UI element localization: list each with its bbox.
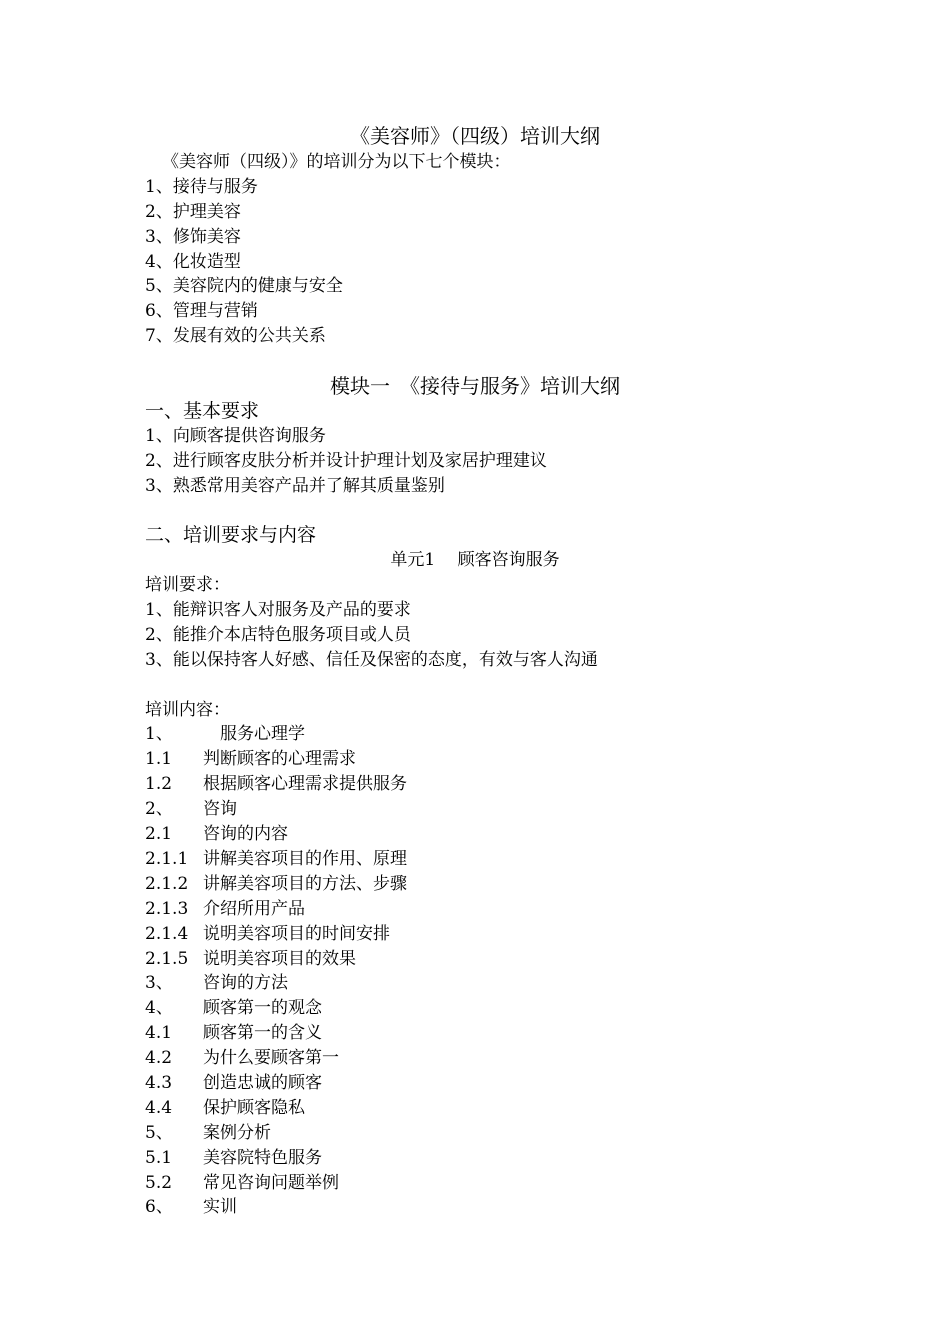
content-item — [145, 897, 805, 922]
content-item-number: 5.1 — [145, 1147, 173, 1168]
content-item-number: 2.1.1 — [145, 848, 189, 869]
document-page — [145, 122, 805, 1220]
content-item-text: 判断顾客的心理需求 — [203, 749, 356, 770]
training-req-item: 1、能辩识客人对服务及产品的要求 — [145, 600, 411, 621]
training-content-label: 培训内容： — [145, 699, 230, 720]
module-item: 4、化妆造型 — [145, 251, 241, 272]
section1-heading: 一、基本要求 — [145, 399, 260, 422]
requirement-item: 2、进行顾客皮肤分析并设计护理计划及家居护理建议 — [145, 450, 547, 471]
content-item-text: 咨询的内容 — [203, 824, 288, 845]
spacer — [145, 673, 805, 698]
content-item-number: 4.1 — [145, 1023, 173, 1044]
content-item — [145, 922, 805, 947]
content-item — [145, 822, 805, 847]
content-item-number: 2.1.5 — [145, 948, 189, 969]
content-item — [145, 772, 805, 797]
content-item-text: 保护顾客隐私 — [203, 1097, 305, 1118]
content-item-text: 实训 — [203, 1197, 237, 1218]
content-item — [145, 947, 805, 972]
content-item — [145, 847, 805, 872]
intro-text: 《美容师（四级）》的培训分为以下七个模块： — [162, 152, 511, 172]
content-item — [145, 747, 805, 772]
content-item-text: 讲解美容项目的作用、原理 — [203, 848, 407, 869]
content-item-text: 顾客第一的观念 — [203, 998, 322, 1019]
content-item — [145, 1046, 805, 1071]
content-item-number: 1、 — [145, 724, 173, 745]
content-item — [145, 1096, 805, 1121]
training-req-item: 3、能以保持客人好感、信任及保密的态度，有效与客人沟通 — [145, 649, 598, 670]
content-item-text: 案例分析 — [203, 1122, 271, 1143]
content-item — [145, 1171, 805, 1196]
content-item-number: 1.2 — [145, 774, 173, 795]
content-item-text: 讲解美容项目的方法、步骤 — [203, 873, 407, 894]
content-item-text: 创造忠诚的顾客 — [203, 1072, 322, 1093]
section2-heading: 二、培训要求与内容 — [145, 524, 317, 547]
content-item-text: 常见咨询问题举例 — [203, 1172, 339, 1193]
document-title: 《美容师》（四级）培训大纲 — [350, 124, 600, 148]
content-item-text: 咨询的方法 — [203, 973, 288, 994]
requirement-item: 3、熟悉常用美容产品并了解其质量鉴别 — [145, 475, 445, 496]
module-list — [145, 175, 805, 349]
content-item-text: 咨询 — [203, 799, 237, 820]
content-item-number: 4.4 — [145, 1097, 173, 1118]
content-item-number: 3、 — [145, 973, 173, 994]
content-item-text: 根据顾客心理需求提供服务 — [203, 774, 407, 795]
content-item-number: 2.1.4 — [145, 923, 189, 944]
content-item — [145, 722, 805, 747]
content-item — [145, 996, 805, 1021]
content-item-number: 4.3 — [145, 1072, 173, 1093]
requirement-item: 1、向顾客提供咨询服务 — [145, 425, 326, 446]
content-item — [145, 1021, 805, 1046]
content-item-number: 2.1.2 — [145, 873, 189, 894]
module-item: 3、修饰美容 — [145, 226, 241, 247]
content-item — [145, 1071, 805, 1096]
module-item: 5、美容院内的健康与安全 — [145, 276, 343, 297]
content-item-number: 2、 — [145, 799, 173, 820]
content-item-text: 顾客第一的含义 — [203, 1023, 322, 1044]
spacer — [145, 349, 805, 374]
content-item — [145, 971, 805, 996]
content-item-number: 5.2 — [145, 1172, 173, 1193]
module-item: 1、接待与服务 — [145, 176, 258, 197]
content-item-number: 2.1 — [145, 824, 173, 845]
content-item-text: 服务心理学 — [220, 724, 305, 745]
spacer — [145, 498, 805, 523]
unit-title: 单元1 顾客咨询服务 — [390, 550, 560, 571]
content-item-text: 介绍所用产品 — [203, 898, 305, 919]
content-item — [145, 797, 805, 822]
training-req-item: 2、能推介本店特色服务项目或人员 — [145, 624, 411, 645]
content-item — [145, 1121, 805, 1146]
content-item-number: 4、 — [145, 998, 173, 1019]
content-item-number: 4.2 — [145, 1048, 173, 1069]
module-item: 7、发展有效的公共关系 — [145, 326, 326, 347]
content-item-text: 为什么要顾客第一 — [203, 1048, 339, 1069]
module-item: 6、管理与营销 — [145, 301, 258, 322]
training-content-list — [145, 722, 805, 1220]
module1-title: 模块一 《接待与服务》培训大纲 — [330, 374, 620, 399]
content-item-number: 5、 — [145, 1122, 173, 1143]
content-item — [145, 1146, 805, 1171]
content-item-number: 1.1 — [145, 749, 173, 770]
basic-requirements-list — [145, 424, 805, 499]
content-item — [145, 872, 805, 897]
module-item: 2、护理美容 — [145, 201, 241, 222]
content-item-number: 6、 — [145, 1197, 173, 1218]
content-item-text: 说明美容项目的时间安排 — [203, 923, 390, 944]
training-req-label: 培训要求： — [145, 575, 230, 596]
training-requirements-list — [145, 598, 805, 673]
content-item — [145, 1195, 805, 1220]
content-item-number: 2.1.3 — [145, 898, 189, 919]
content-item-text: 说明美容项目的效果 — [203, 948, 356, 969]
content-item-text: 美容院特色服务 — [203, 1147, 322, 1168]
